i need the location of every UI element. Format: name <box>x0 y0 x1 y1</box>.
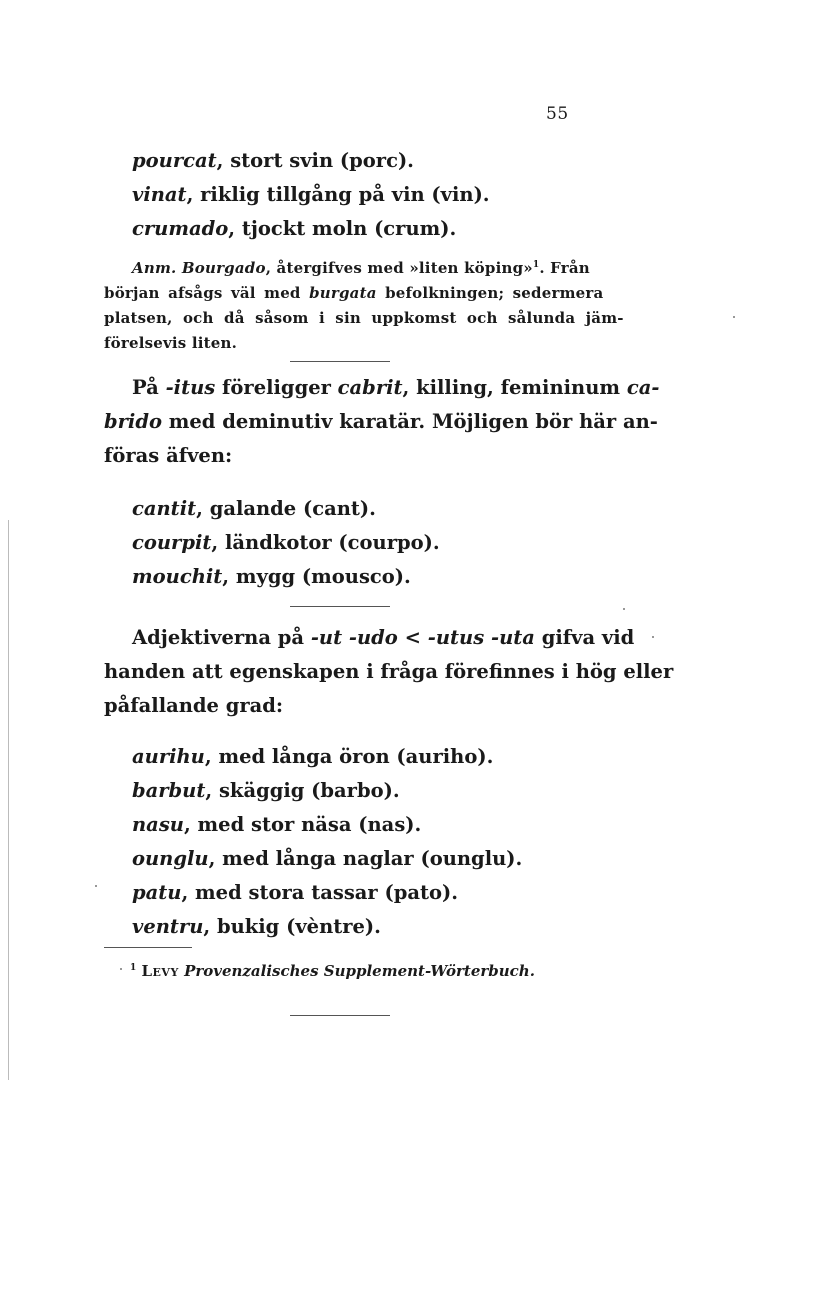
note-line <box>132 259 590 277</box>
footnote-marker: 1 <box>130 963 137 973</box>
paragraph-line <box>104 660 673 683</box>
entry-term: courpit <box>132 531 212 554</box>
note-text: , återgifves med »liten köping» <box>265 259 533 277</box>
entry-gloss: ländkotor (courpo). <box>224 531 440 554</box>
entry-line: patu, med stora tassar (pato). <box>132 881 459 904</box>
entry-gloss: galande (cant). <box>209 497 376 520</box>
footnote-title: Provenzalisches Supplement-Wörterbuch. <box>184 962 535 980</box>
paragraph-line <box>132 626 634 649</box>
entry-term: ounglu <box>132 847 209 870</box>
paragraph-line <box>104 444 232 467</box>
entry-line: courpit, ländkotor (courpo). <box>132 531 440 554</box>
note-term: Bourgado <box>181 259 266 277</box>
term: cabrit <box>337 376 403 399</box>
suffix: -udo <box>348 626 398 649</box>
section-divider <box>290 606 390 607</box>
scan-speck <box>733 316 735 318</box>
scan-speck <box>623 608 625 610</box>
entry-line: vinat, riklig tillgång på vin (vin). <box>132 183 490 206</box>
paragraph-line <box>132 376 659 399</box>
footnote-divider <box>104 947 192 948</box>
suffix: -uta <box>490 626 535 649</box>
term: ca- <box>626 376 660 399</box>
entry-term: pourcat <box>132 149 217 172</box>
entry-line: pourcat, stort svin (porc). <box>132 149 414 172</box>
entry-line: cantit, galande (cant). <box>132 497 376 520</box>
note-text: . Från <box>539 259 590 277</box>
term: brido <box>104 410 162 433</box>
entry-line: nasu, med stor näsa (nas). <box>132 813 422 836</box>
text: påfallande grad: <box>104 694 284 717</box>
entry-term: ventru <box>132 915 204 938</box>
entry-gloss: tjockt moln (crum). <box>241 217 457 240</box>
footnote <box>130 962 535 980</box>
entry-gloss: med långa naglar (ounglu). <box>222 847 523 870</box>
section-divider <box>290 361 390 362</box>
note-line <box>104 309 624 327</box>
text: , killing, femininum <box>402 376 627 399</box>
entry-term: patu <box>132 881 182 904</box>
entry-line: crumado, tjockt moln (crum). <box>132 217 457 240</box>
entry-gloss: med stor näsa (nas). <box>197 813 422 836</box>
entry-term: vinat <box>132 183 187 206</box>
entry-gloss: med stora tassar (pato). <box>195 881 459 904</box>
entry-term: aurihu <box>132 745 205 768</box>
entry-line: aurihu, med långa öron (auriho). <box>132 745 494 768</box>
suffix: -itus <box>165 376 216 399</box>
note-text: platsen, och då såsom i sin uppkomst och sålunda jäm- <box>104 309 624 327</box>
note-label: Anm. <box>132 259 177 277</box>
page-number: 55 <box>546 104 569 124</box>
note-text: förelsevis liten. <box>104 334 238 352</box>
entry-gloss: riklig tillgång på vin (vin). <box>200 183 490 206</box>
suffix: -ut <box>310 626 343 649</box>
text: < <box>397 626 428 649</box>
entry-line: ounglu, med långa naglar (ounglu). <box>132 847 523 870</box>
note-text: befolkningen; sedermera <box>385 284 604 302</box>
text: På <box>132 376 166 399</box>
entry-term: mouchit <box>132 565 223 588</box>
entry-gloss: stort svin (porc). <box>230 149 414 172</box>
text: föras äfven: <box>104 444 233 467</box>
entry-term: crumado <box>132 217 229 240</box>
entry-line: mouchit, mygg (mousco). <box>132 565 411 588</box>
page-end-divider <box>290 1015 390 1016</box>
note-text: början afsågs väl med <box>104 284 301 302</box>
paragraph-line <box>104 410 658 433</box>
text: Adjektiverna på <box>132 626 311 649</box>
entry-gloss: bukig (vèntre). <box>216 915 381 938</box>
scan-speck <box>95 885 97 887</box>
entry-line: barbut, skäggig (barbo). <box>132 779 400 802</box>
text: föreligger <box>215 376 338 399</box>
entry-term: nasu <box>132 813 184 836</box>
note-line <box>104 334 237 352</box>
scan-speck <box>652 636 654 638</box>
entry-term: cantit <box>132 497 197 520</box>
footnote-reference: 1 <box>532 260 540 270</box>
entry-gloss: mygg (mousco). <box>235 565 411 588</box>
entry-term: barbut <box>132 779 206 802</box>
scan-speck <box>120 968 122 970</box>
note-line <box>104 284 603 302</box>
text: handen att egenskapen i fråga förefinnes i hög eller <box>104 660 674 683</box>
paragraph-line <box>104 694 283 717</box>
suffix: -utus <box>427 626 485 649</box>
entry-gloss: skäggig (barbo). <box>218 779 400 802</box>
text: gifva vid <box>534 626 635 649</box>
footnote-author: Levy <box>141 962 179 980</box>
text: med deminutiv karatär. Möjligen bör här an- <box>161 410 658 433</box>
entry-gloss: med långa öron (auriho). <box>218 745 494 768</box>
note-term: burgata <box>309 284 377 302</box>
scan-edge-mark <box>8 520 9 1080</box>
entry-line: ventru, bukig (vèntre). <box>132 915 381 938</box>
